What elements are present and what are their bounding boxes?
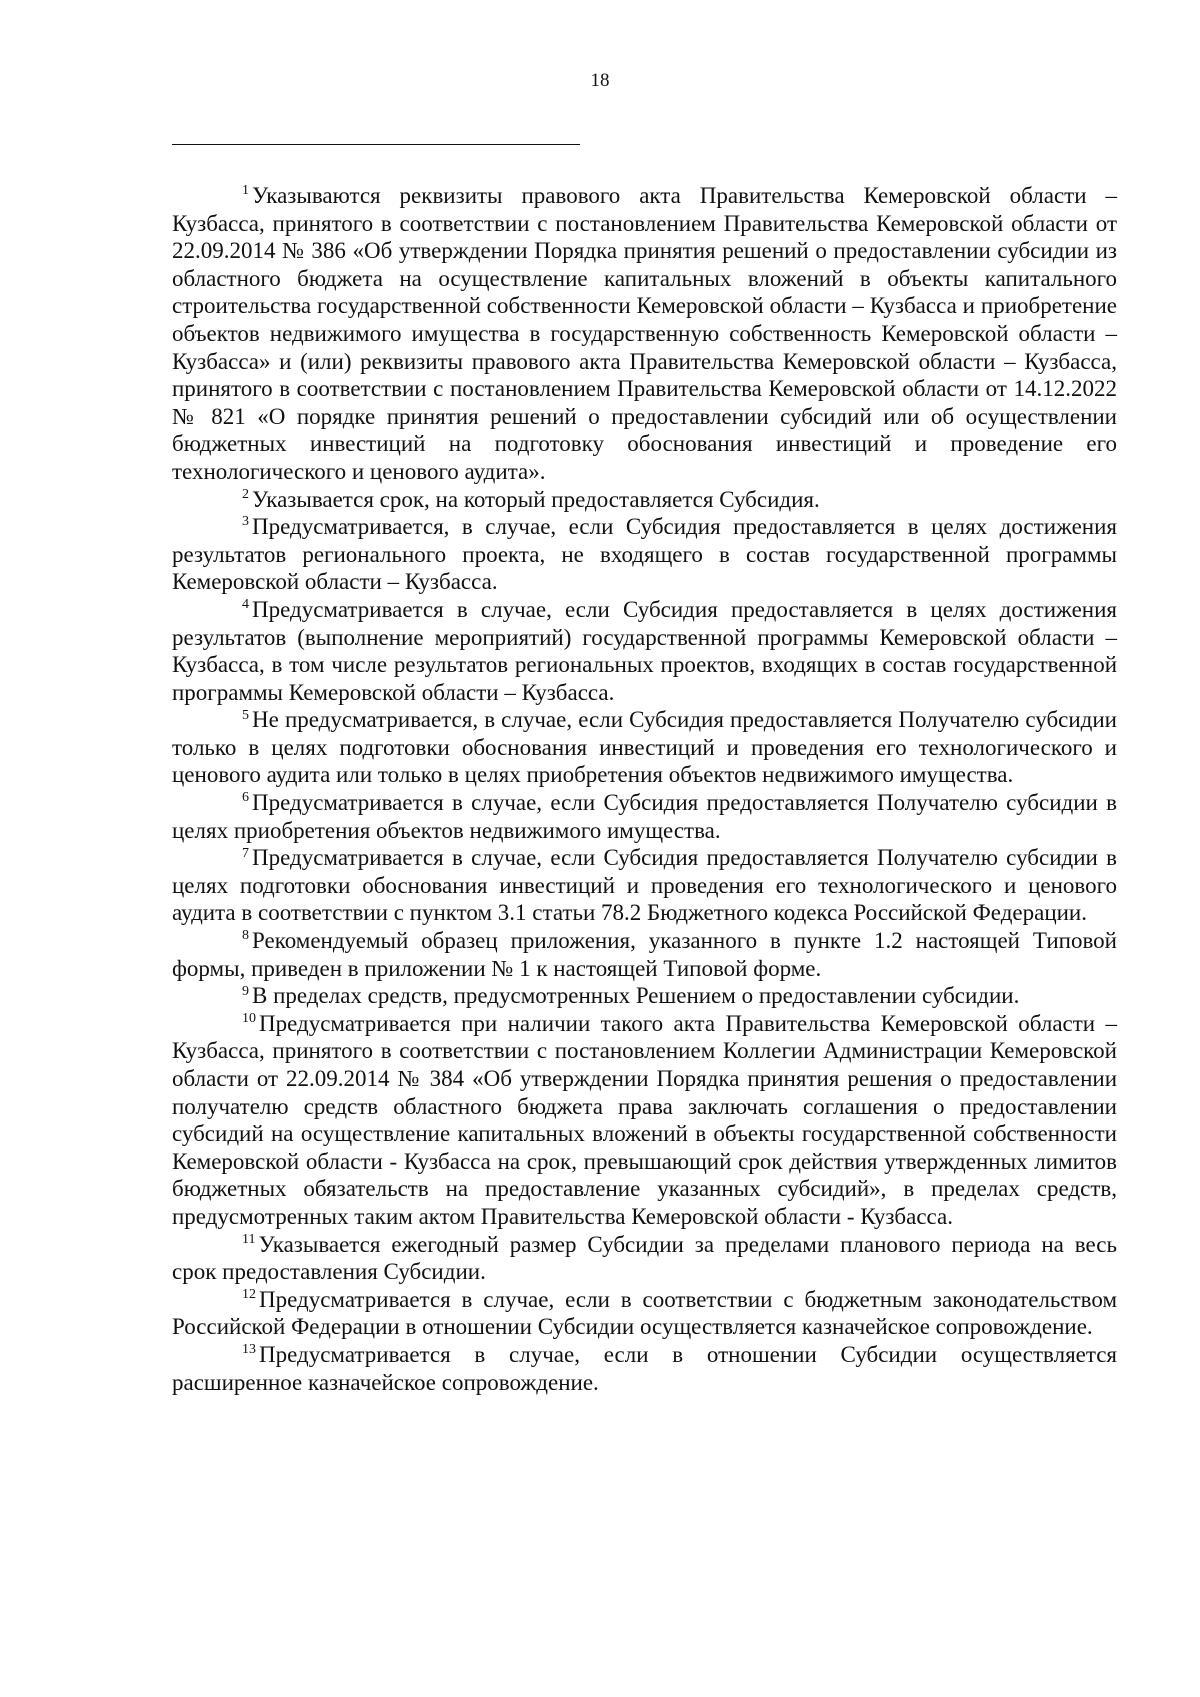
footnote-text: Предусматривается в случае, если Субсидия предоставляется в целях достижения результатов (выполнение мероприятий) государственной программы Кемеровской области – Кузбасса, в том числе результатов региональных проектов, входящих в состав государственной программы Кемеровской области – Кузбасса. — [172, 596, 1117, 705]
footnote — [172, 789, 1117, 844]
footnote-text: Предусматривается, в случае, если Субсидия предоставляется в целях достижения результатов регионального проекта, не входящего в состав государственной программы Кемеровской области – Кузбасса. — [172, 514, 1117, 595]
footnote-text: Предусматривается в случае, если в соответствии с бюджетным законодательством Российской Федерации в отношении Субсидии осуществляется казначейское сопровождение. — [172, 1286, 1117, 1340]
footnote-mark: 11 — [242, 1231, 256, 1247]
footnote-text: Не предусматривается, в случае, если Субсидия предоставляется Получателю субсидии только в целях подготовки обоснования инвестиций и проведения его технологического и ценового аудита или только в целях приобретения объектов недвижимого имущества. — [172, 707, 1117, 788]
footnote — [172, 927, 1117, 982]
footnote — [172, 596, 1117, 706]
footnote-mark: 13 — [242, 1342, 256, 1358]
footnote-text: В пределах средств, предусмотренных Решением о предоставлении субсидии. — [252, 983, 1020, 1009]
footnote — [172, 1231, 1117, 1286]
footnotes-list — [172, 182, 1117, 1396]
footnote-separator — [172, 144, 580, 145]
footnote — [172, 1010, 1117, 1231]
footnote-mark: 1 — [242, 183, 249, 199]
footnote-mark: 12 — [242, 1287, 256, 1303]
footnote — [172, 513, 1117, 596]
footnote-text: Указывается ежегодный размер Субсидии за пределами планового периода на весь срок предоставления Субсидии. — [172, 1231, 1117, 1285]
footnote-text: Указываются реквизиты правового акта Правительства Кемеровской области – Кузбасса, принятого в соответствии с постановлением Правительства Кемеровской области от 22.09.2014 № 386 «Об утверждении Порядка принятия решений о предоставлении субсидии из областного бюджета на осуществление капитальных вложений в объекты капитального строительства государственной собственности Кемеровской области – Кузбасса и приобретение объектов недвижимого имущества в государственную собственность Кемеровской области – Кузбасса» и (или) реквизиты правового акта Правительства Кемеровской области – Кузбасса, принятого в соответствии с постановлением Правительства Кемеровской области от 14.12.2022 № 821 «О порядке принятия решений о предоставлении субсидий или об осуществлении бюджетных инвестиций на подготовку обоснования инвестиций и проведение его технологического и ценового аудита». — [172, 183, 1117, 484]
footnote — [172, 1341, 1117, 1396]
footnote-mark: 4 — [242, 597, 249, 613]
footnote-mark: 8 — [242, 928, 249, 944]
footnote — [172, 844, 1117, 927]
footnote — [172, 982, 1117, 1010]
footnote-mark: 2 — [242, 486, 249, 502]
footnote-mark: 9 — [242, 983, 249, 999]
footnote-mark: 3 — [242, 514, 249, 530]
footnote — [172, 1286, 1117, 1341]
footnote-mark: 5 — [242, 707, 249, 723]
footnote-text: Предусматривается в случае, если Субсидия предоставляется Получателю субсидии в целях подготовки обоснования инвестиций и проведения его технологического и ценового аудита в соответствии с пунктом 3.1 статьи 78.2 Бюджетного кодекса Российской Федерации. — [172, 845, 1117, 926]
footnote-mark: 10 — [242, 1011, 256, 1027]
footnote-text: Указывается срок, на который предоставляется Субсидия. — [252, 486, 820, 512]
footnote — [172, 706, 1117, 789]
footnote — [172, 182, 1117, 486]
page-number: 18 — [590, 70, 610, 91]
footnote-text: Предусматривается в случае, если в отношении Субсидии осуществляется расширенное казначейское сопровождение. — [172, 1341, 1117, 1395]
footnote-text: Предусматривается в случае, если Субсидия предоставляется Получателю субсидии в целях приобретения объектов недвижимого имущества. — [172, 790, 1117, 843]
footnote-text: Рекомендуемый образец приложения, указанного в пункте 1.2 настоящей Типовой формы, приведен в приложении № 1 к настоящей Типовой форме. — [172, 928, 1117, 981]
footnote — [172, 486, 1117, 514]
footnote-mark: 6 — [242, 790, 249, 806]
footnote-mark: 7 — [242, 845, 249, 861]
footnote-text: Предусматривается при наличии такого акта Правительства Кемеровской области – Кузбасса, принятого в соответствии с постановлением Коллегии Администрации Кемеровской области от 22.09.2014 № 384 «Об утверждении Порядка принятия решения о предоставлении получателю средств областного бюджета права заключать соглашения о предоставлении субсидий на осуществление капитальных вложений в объекты государственной собственности Кемеровской области - Кузбасса на срок, превышающий срок действия утвержденных лимитов бюджетных обязательств на предоставление указанных субсидий», в пределах средств, предусмотренных таким актом Правительства Кемеровской области - Кузбасса. — [172, 1010, 1117, 1229]
